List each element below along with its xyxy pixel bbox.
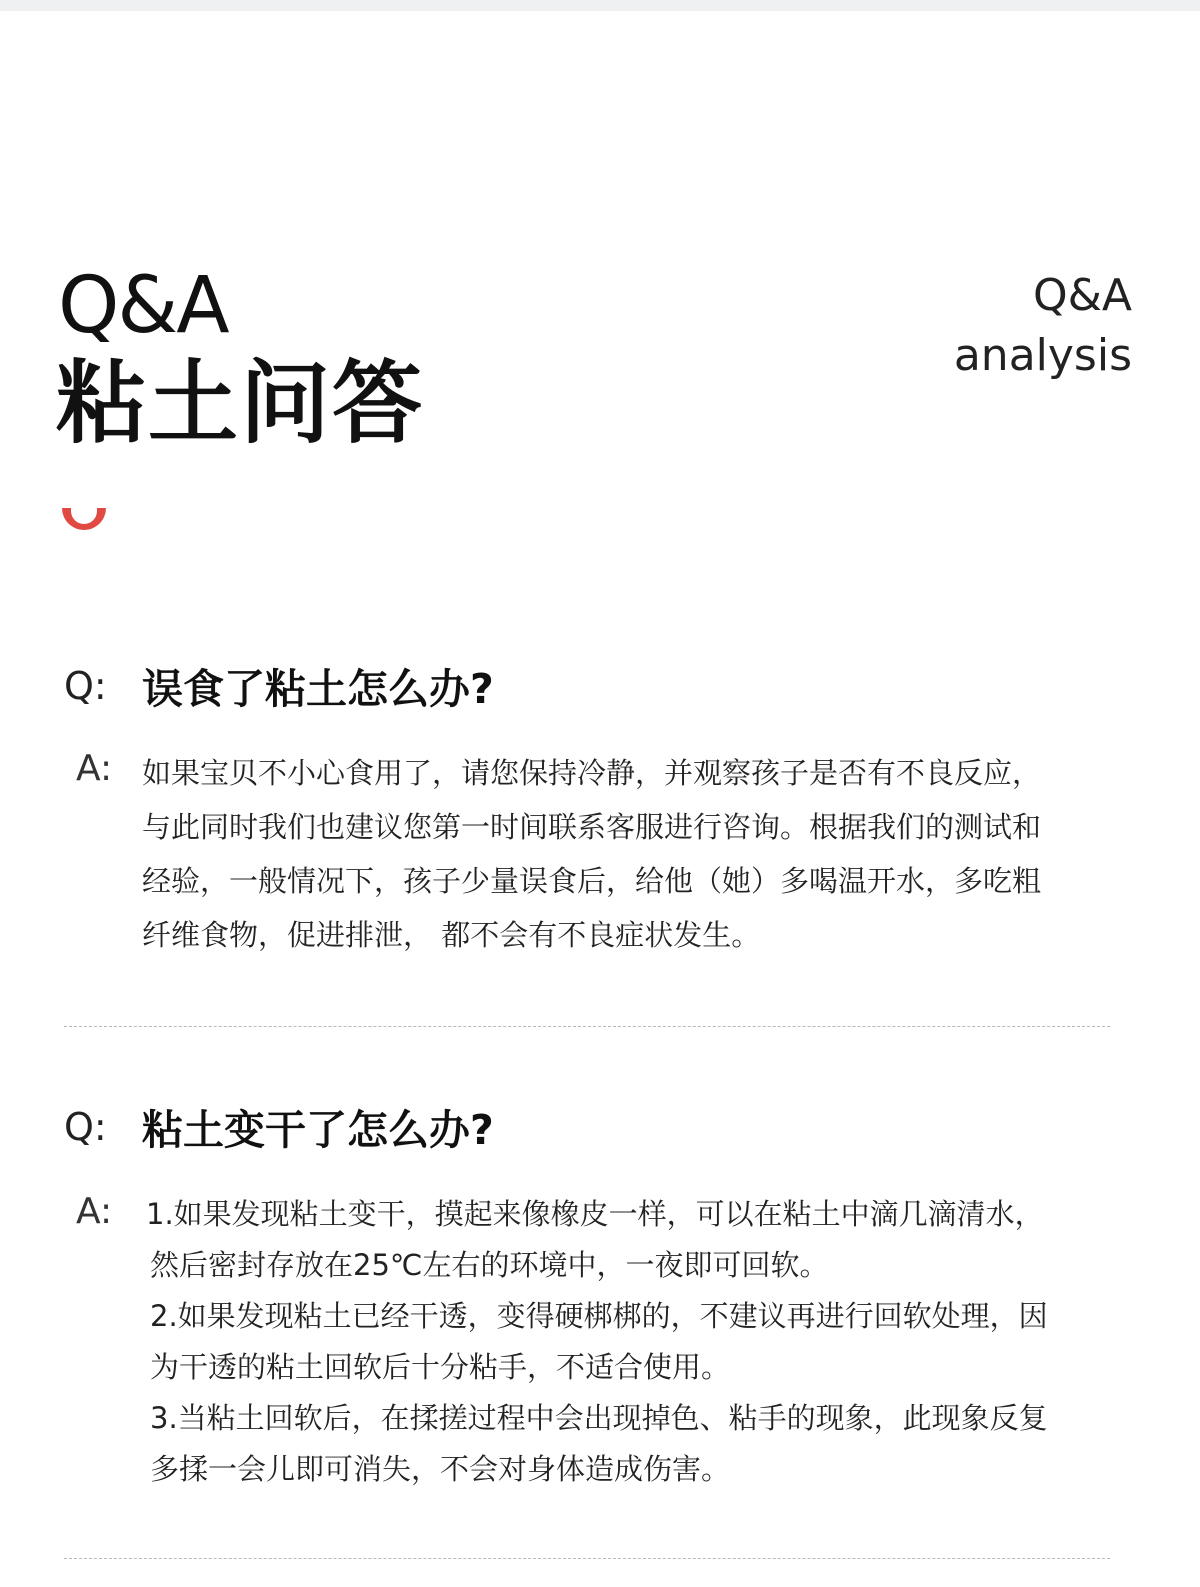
answer-line: 与此同时我们也建议您第一时间联系客服进行咨询。根据我们的测试和 <box>142 810 1042 844</box>
question-text: 误食了粘土怎么办? <box>142 665 494 713</box>
top-band <box>0 0 1200 11</box>
accent-mark-icon <box>62 508 106 538</box>
answer-line: 2.如果发现粘土已经干透，变得硬梆梆的，不建议再进行回软处理，因 <box>150 1299 1048 1333</box>
side-caption <box>954 266 1132 386</box>
hero-qa-label: Q&A <box>58 261 228 351</box>
divider <box>64 1026 1110 1027</box>
question-label: Q: <box>64 1105 107 1149</box>
answer-label: A: <box>76 1191 113 1232</box>
side-caption-line1: Q&A <box>1032 270 1132 321</box>
answer-line: 多揉一会儿即可消失，不会对身体造成伤害。 <box>150 1452 731 1486</box>
divider <box>64 1558 1110 1559</box>
answer-text <box>142 746 1132 962</box>
answer-text <box>146 1189 1136 1495</box>
question-text: 粘土变干了怎么办? <box>142 1106 494 1154</box>
answer-label: A: <box>76 748 113 789</box>
page-title: 粘土问答 <box>56 351 424 456</box>
answer-line: 为干透的粘土回软后十分粘手，不适合使用。 <box>150 1350 731 1384</box>
answer-line: 纤维食物，促进排泄， 都不会有不良症状发生。 <box>142 918 761 952</box>
side-caption-line2: analysis <box>953 330 1132 381</box>
answer-line: 经验，一般情况下，孩子少量误食后，给他（她）多喝温开水，多吃粗 <box>142 864 1042 898</box>
answer-line: 3.当粘土回软后，在揉搓过程中会出现掉色、粘手的现象，此现象反复 <box>150 1401 1048 1435</box>
question-label: Q: <box>64 664 107 708</box>
answer-line: 如果宝贝不小心食用了，请您保持冷静，并观察孩子是否有不良反应， <box>142 756 1042 790</box>
answer-line: 1.如果发现粘土变干，摸起来像橡皮一样，可以在粘土中滴几滴清水， <box>146 1197 1044 1231</box>
answer-line: 然后密封存放在25℃左右的环境中，一夜即可回软。 <box>150 1248 829 1282</box>
